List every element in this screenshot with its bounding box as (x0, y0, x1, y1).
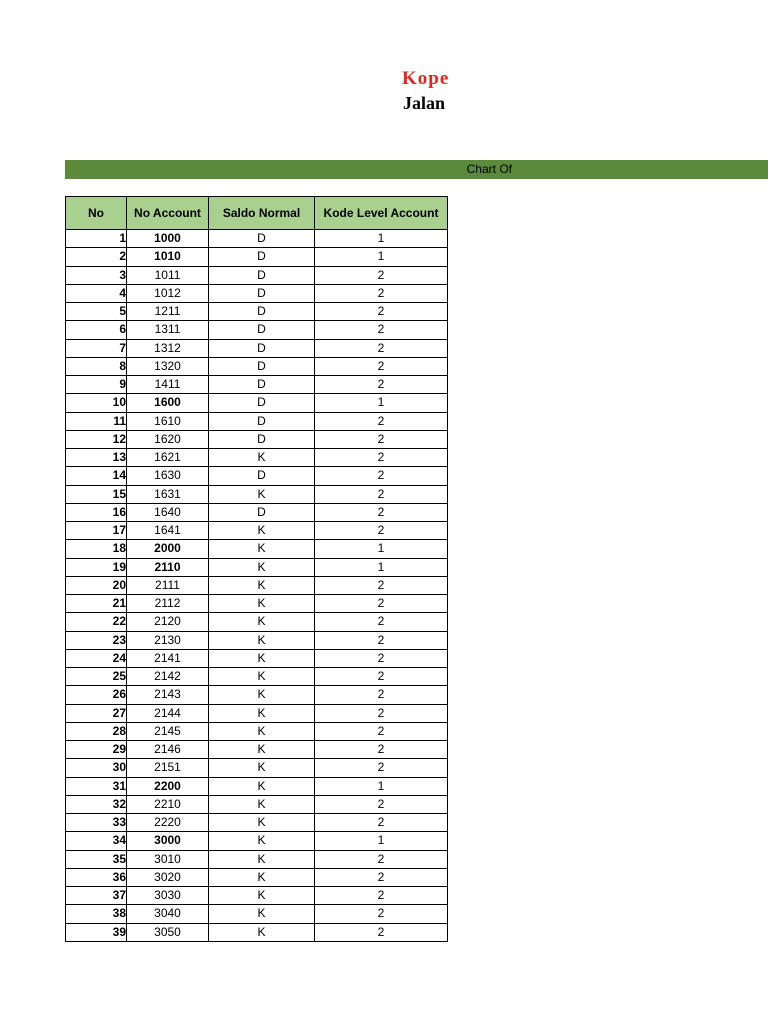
cell-no: 21 (66, 595, 127, 613)
table-row (66, 449, 448, 467)
cell-saldo-normal: K (209, 814, 315, 832)
cell-no: 23 (66, 631, 127, 649)
cell-account: 3010 (127, 850, 209, 868)
cell-saldo-normal: D (209, 339, 315, 357)
cell-kode-level: 2 (315, 923, 448, 941)
company-name-title: Kope (402, 68, 450, 89)
cell-account: 1640 (127, 503, 209, 521)
cell-saldo-normal: D (209, 467, 315, 485)
table-row (66, 248, 448, 266)
cell-no: 5 (66, 303, 127, 321)
cell-no: 14 (66, 467, 127, 485)
cell-kode-level: 2 (315, 887, 448, 905)
cell-saldo-normal: K (209, 576, 315, 594)
cell-account: 2110 (127, 558, 209, 576)
cell-account: 1621 (127, 449, 209, 467)
cell-saldo-normal: D (209, 503, 315, 521)
cell-no: 32 (66, 795, 127, 813)
cell-account: 2130 (127, 631, 209, 649)
cell-kode-level: 2 (315, 722, 448, 740)
table-row (66, 777, 448, 795)
cell-kode-level: 2 (315, 649, 448, 667)
cell-account: 2144 (127, 704, 209, 722)
cell-kode-level: 1 (315, 248, 448, 266)
cell-kode-level: 1 (315, 558, 448, 576)
cell-no: 13 (66, 449, 127, 467)
cell-account: 2141 (127, 649, 209, 667)
cell-saldo-normal: K (209, 868, 315, 886)
cell-kode-level: 2 (315, 467, 448, 485)
cell-saldo-normal: K (209, 668, 315, 686)
cell-account: 2145 (127, 722, 209, 740)
cell-no: 6 (66, 321, 127, 339)
cell-saldo-normal: K (209, 795, 315, 813)
cell-kode-level: 1 (315, 540, 448, 558)
cell-account: 1211 (127, 303, 209, 321)
table-row (66, 668, 448, 686)
cell-account: 2220 (127, 814, 209, 832)
table-row (66, 558, 448, 576)
cell-account: 1320 (127, 357, 209, 375)
table-row (66, 266, 448, 284)
chart-of-accounts-table (65, 196, 448, 942)
table-row (66, 303, 448, 321)
table-row (66, 485, 448, 503)
cell-account: 2151 (127, 759, 209, 777)
cell-kode-level: 2 (315, 503, 448, 521)
cell-kode-level: 2 (315, 850, 448, 868)
cell-no: 38 (66, 905, 127, 923)
section-title-text: Chart Of (466, 162, 512, 176)
table-row (66, 686, 448, 704)
cell-kode-level: 2 (315, 357, 448, 375)
table-row (66, 759, 448, 777)
cell-account: 3020 (127, 868, 209, 886)
cell-account: 2210 (127, 795, 209, 813)
cell-kode-level: 1 (315, 230, 448, 248)
cell-kode-level: 2 (315, 430, 448, 448)
cell-kode-level: 2 (315, 868, 448, 886)
cell-account: 3030 (127, 887, 209, 905)
cell-no: 36 (66, 868, 127, 886)
column-header-no-account: No Account (127, 197, 209, 230)
cell-kode-level: 2 (315, 905, 448, 923)
table-row (66, 850, 448, 868)
table-row (66, 741, 448, 759)
cell-saldo-normal: K (209, 850, 315, 868)
cell-no: 34 (66, 832, 127, 850)
cell-kode-level: 2 (315, 668, 448, 686)
cell-account: 1641 (127, 522, 209, 540)
cell-saldo-normal: D (209, 284, 315, 302)
cell-no: 10 (66, 394, 127, 412)
cell-no: 28 (66, 722, 127, 740)
cell-saldo-normal: K (209, 522, 315, 540)
table-row (66, 503, 448, 521)
cell-saldo-normal: K (209, 631, 315, 649)
cell-kode-level: 2 (315, 759, 448, 777)
cell-no: 31 (66, 777, 127, 795)
cell-saldo-normal: D (209, 394, 315, 412)
cell-kode-level: 2 (315, 449, 448, 467)
table-row (66, 467, 448, 485)
cell-kode-level: 2 (315, 522, 448, 540)
table-row (66, 357, 448, 375)
table-row (66, 722, 448, 740)
table-body (66, 230, 448, 942)
cell-kode-level: 2 (315, 686, 448, 704)
cell-saldo-normal: K (209, 686, 315, 704)
cell-no: 2 (66, 248, 127, 266)
cell-saldo-normal: K (209, 595, 315, 613)
table-row (66, 284, 448, 302)
section-title-band (65, 160, 768, 179)
table-row (66, 376, 448, 394)
column-header-saldo-normal: Saldo Normal (209, 197, 315, 230)
cell-saldo-normal: K (209, 613, 315, 631)
cell-kode-level: 2 (315, 284, 448, 302)
cell-no: 26 (66, 686, 127, 704)
cell-kode-level: 2 (315, 576, 448, 594)
cell-no: 18 (66, 540, 127, 558)
cell-account: 1411 (127, 376, 209, 394)
cell-no: 1 (66, 230, 127, 248)
table-row (66, 595, 448, 613)
cell-kode-level: 1 (315, 777, 448, 795)
cell-saldo-normal: K (209, 923, 315, 941)
cell-saldo-normal: D (209, 357, 315, 375)
table-header-row (66, 197, 448, 230)
cell-saldo-normal: K (209, 449, 315, 467)
cell-account: 3000 (127, 832, 209, 850)
cell-kode-level: 2 (315, 321, 448, 339)
cell-account: 2111 (127, 576, 209, 594)
cell-kode-level: 2 (315, 303, 448, 321)
company-address-title: Jalan (403, 93, 446, 113)
cell-kode-level: 2 (315, 704, 448, 722)
cell-saldo-normal: K (209, 704, 315, 722)
cell-kode-level: 2 (315, 376, 448, 394)
cell-account: 3050 (127, 923, 209, 941)
table-row (66, 339, 448, 357)
cell-saldo-normal: K (209, 777, 315, 795)
table-row (66, 832, 448, 850)
cell-no: 19 (66, 558, 127, 576)
cell-no: 9 (66, 376, 127, 394)
cell-no: 22 (66, 613, 127, 631)
cell-saldo-normal: K (209, 649, 315, 667)
cell-account: 1631 (127, 485, 209, 503)
cell-no: 33 (66, 814, 127, 832)
column-header-kode-level: Kode Level Account (315, 197, 448, 230)
cell-no: 11 (66, 412, 127, 430)
cell-account: 1311 (127, 321, 209, 339)
cell-saldo-normal: K (209, 722, 315, 740)
table-row (66, 522, 448, 540)
cell-account: 1610 (127, 412, 209, 430)
cell-kode-level: 2 (315, 412, 448, 430)
cell-saldo-normal: K (209, 558, 315, 576)
cell-saldo-normal: K (209, 540, 315, 558)
cell-saldo-normal: D (209, 376, 315, 394)
cell-no: 20 (66, 576, 127, 594)
cell-account: 1312 (127, 339, 209, 357)
cell-account: 2142 (127, 668, 209, 686)
cell-no: 35 (66, 850, 127, 868)
table-row (66, 905, 448, 923)
cell-saldo-normal: D (209, 266, 315, 284)
table-row (66, 814, 448, 832)
section-title (398, 160, 513, 179)
cell-kode-level: 2 (315, 613, 448, 631)
cell-no: 17 (66, 522, 127, 540)
cell-kode-level: 1 (315, 394, 448, 412)
cell-saldo-normal: K (209, 485, 315, 503)
cell-account: 2120 (127, 613, 209, 631)
cell-account: 1630 (127, 467, 209, 485)
cell-saldo-normal: D (209, 230, 315, 248)
table-row (66, 704, 448, 722)
cell-saldo-normal: K (209, 887, 315, 905)
cell-account: 2143 (127, 686, 209, 704)
cell-saldo-normal: D (209, 303, 315, 321)
cell-account: 1010 (127, 248, 209, 266)
cell-no: 7 (66, 339, 127, 357)
cell-no: 3 (66, 266, 127, 284)
cell-saldo-normal: K (209, 759, 315, 777)
cell-kode-level: 2 (315, 266, 448, 284)
cell-kode-level: 2 (315, 631, 448, 649)
cell-kode-level: 2 (315, 595, 448, 613)
cell-no: 24 (66, 649, 127, 667)
cell-account: 1012 (127, 284, 209, 302)
table-row (66, 868, 448, 886)
cell-no: 15 (66, 485, 127, 503)
cell-no: 30 (66, 759, 127, 777)
cell-saldo-normal: D (209, 321, 315, 339)
cell-kode-level: 2 (315, 741, 448, 759)
cell-saldo-normal: K (209, 832, 315, 850)
cell-account: 2112 (127, 595, 209, 613)
cell-account: 2146 (127, 741, 209, 759)
cell-account: 2200 (127, 777, 209, 795)
cell-no: 29 (66, 741, 127, 759)
cell-account: 1600 (127, 394, 209, 412)
table-row (66, 394, 448, 412)
cell-saldo-normal: D (209, 412, 315, 430)
cell-kode-level: 2 (315, 485, 448, 503)
cell-no: 8 (66, 357, 127, 375)
table-row (66, 430, 448, 448)
table-row (66, 576, 448, 594)
table-row (66, 540, 448, 558)
cell-kode-level: 1 (315, 832, 448, 850)
table-row (66, 795, 448, 813)
table-row (66, 631, 448, 649)
cell-kode-level: 2 (315, 814, 448, 832)
cell-no: 25 (66, 668, 127, 686)
table-row (66, 412, 448, 430)
cell-saldo-normal: K (209, 905, 315, 923)
cell-no: 4 (66, 284, 127, 302)
table-row (66, 649, 448, 667)
cell-no: 39 (66, 923, 127, 941)
cell-kode-level: 2 (315, 339, 448, 357)
cell-account: 1000 (127, 230, 209, 248)
cell-no: 27 (66, 704, 127, 722)
cell-no: 12 (66, 430, 127, 448)
cell-saldo-normal: K (209, 741, 315, 759)
cell-account: 1011 (127, 266, 209, 284)
cell-no: 37 (66, 887, 127, 905)
table-row (66, 887, 448, 905)
cell-account: 3040 (127, 905, 209, 923)
cell-saldo-normal: D (209, 430, 315, 448)
table-row (66, 321, 448, 339)
cell-saldo-normal: D (209, 248, 315, 266)
cell-no: 16 (66, 503, 127, 521)
column-header-no: No (66, 197, 127, 230)
table-row (66, 613, 448, 631)
cell-account: 2000 (127, 540, 209, 558)
cell-kode-level: 2 (315, 795, 448, 813)
table-row (66, 230, 448, 248)
table-row (66, 923, 448, 941)
cell-account: 1620 (127, 430, 209, 448)
